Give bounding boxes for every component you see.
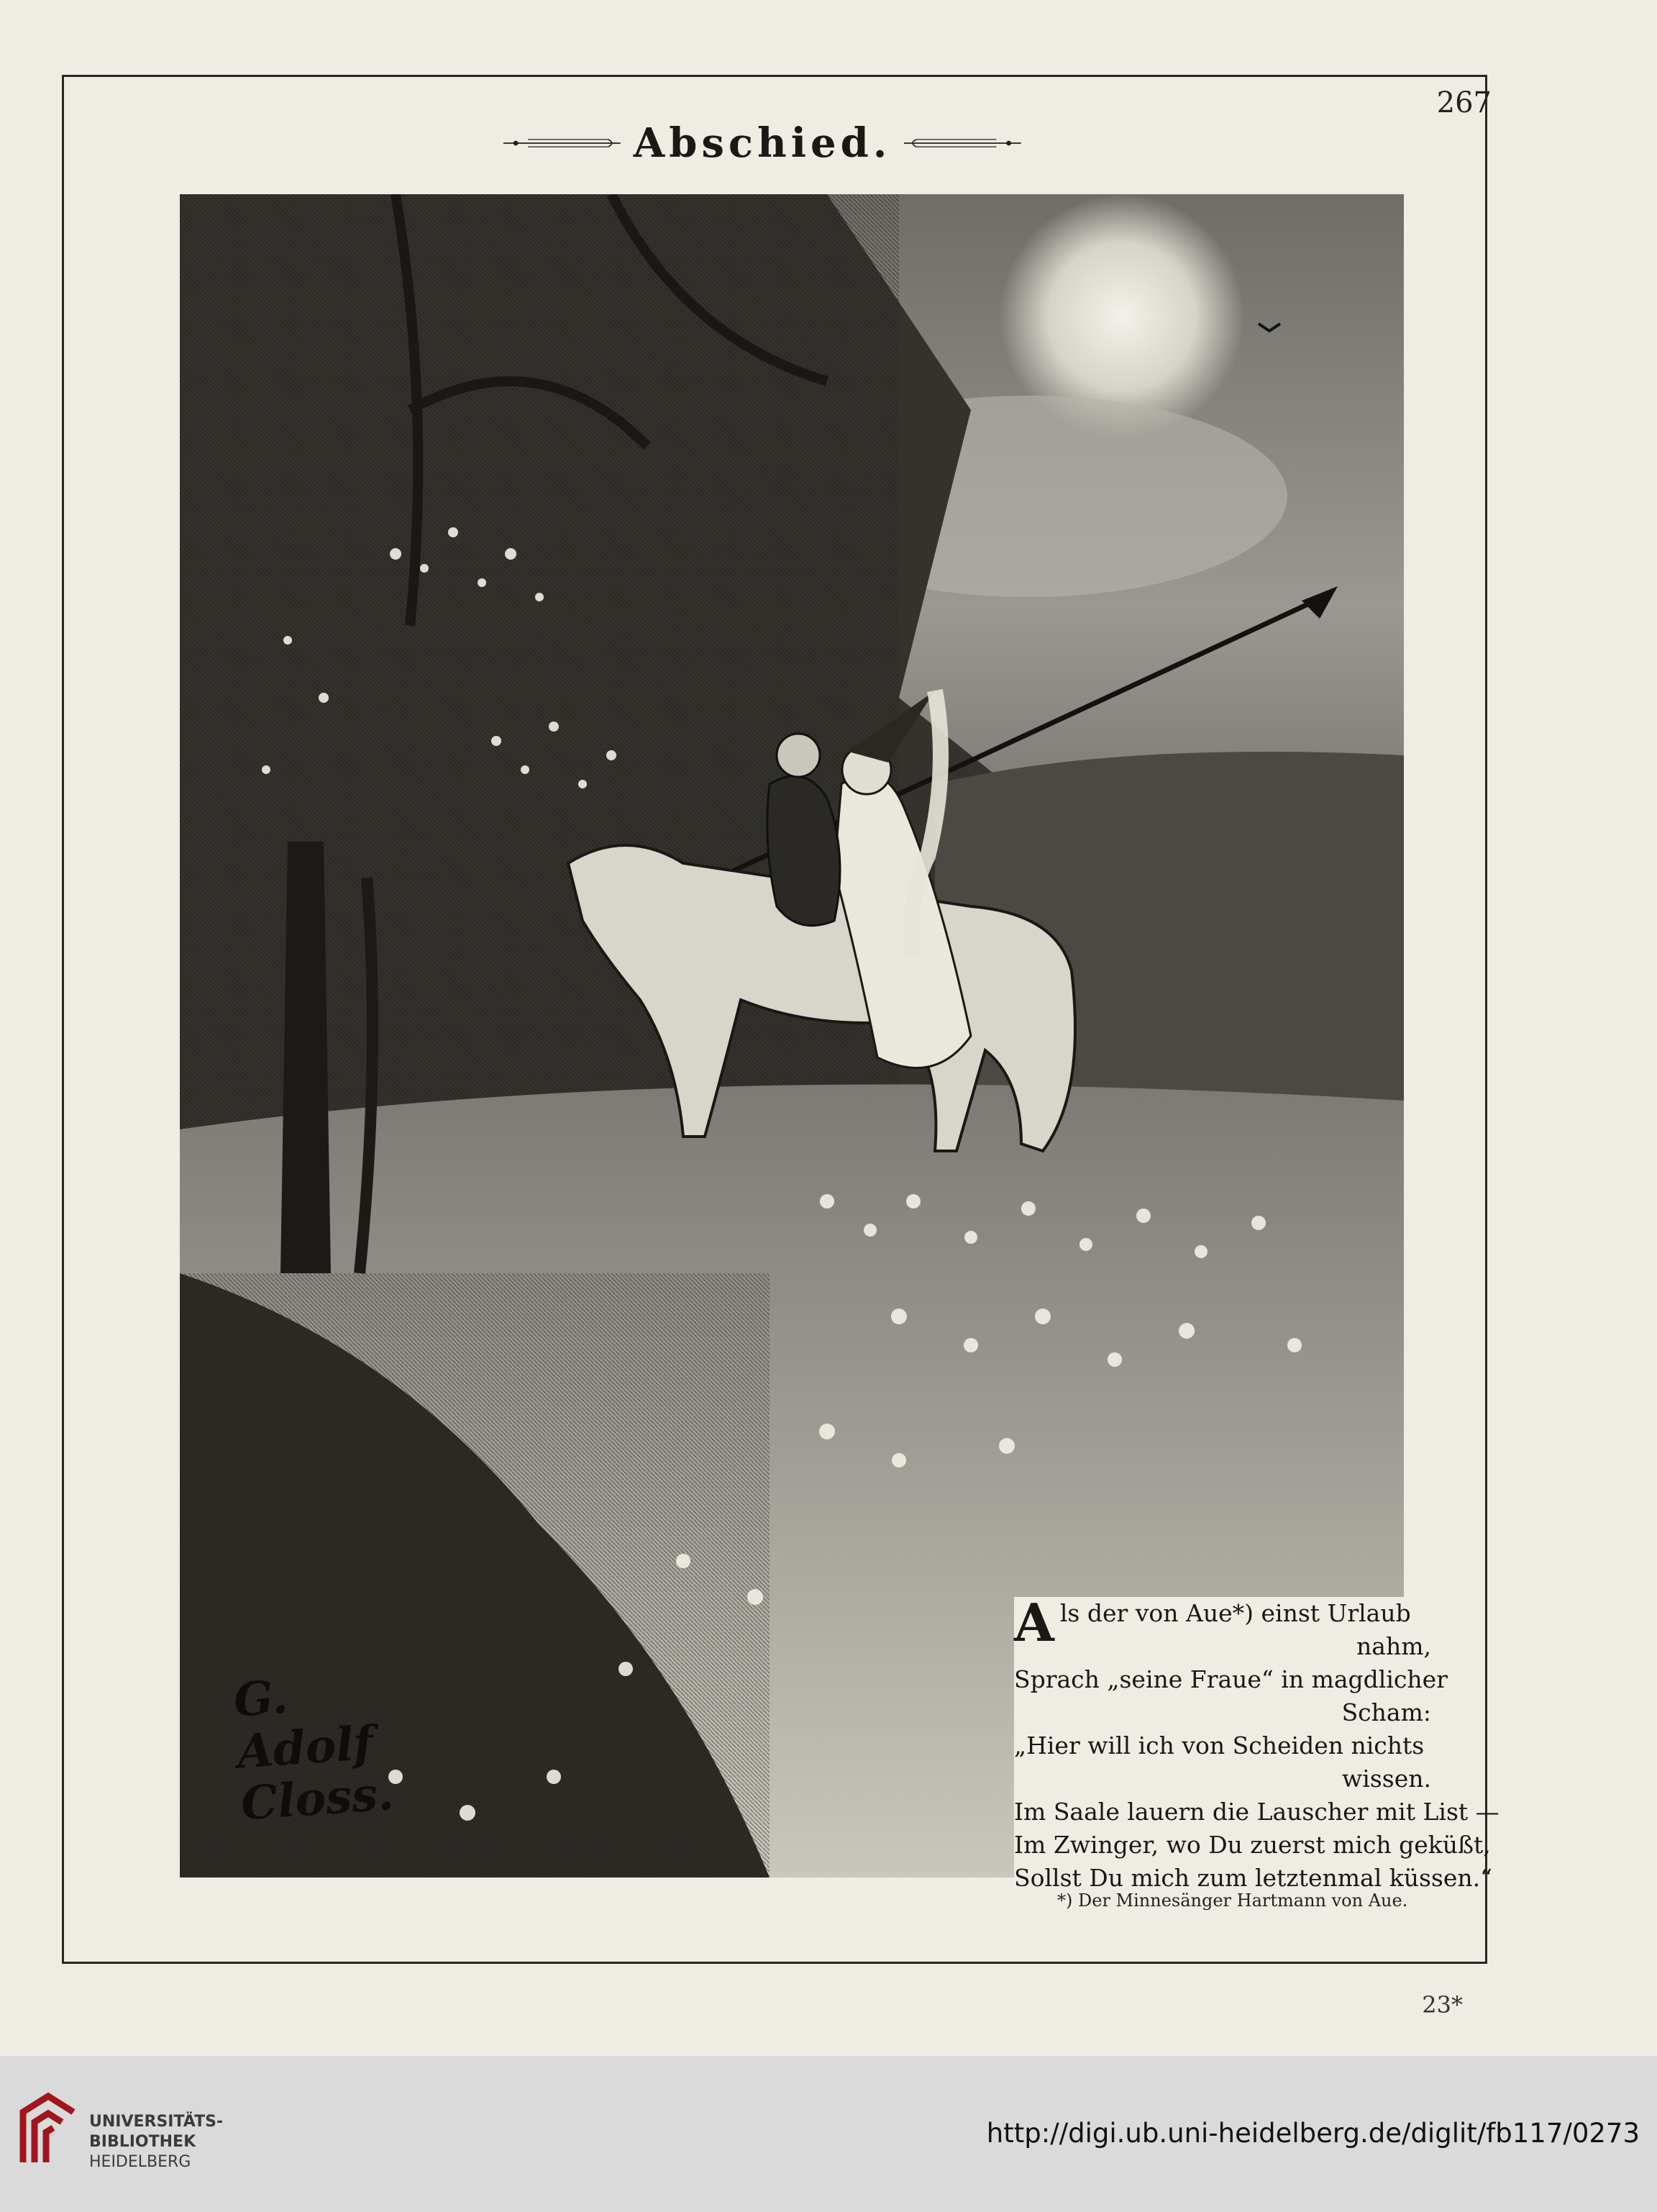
library-name[interactable] [89,2112,223,2172]
poem-line: wissen. [1342,1765,1431,1793]
poem-initial: A [1014,1592,1054,1653]
poem-block [1014,1592,1499,1895]
permalink-url[interactable]: http://digi.ub.uni-heidelberg.de/diglit/fb117/0273 [986,2118,1640,2149]
poem-line: Im Saale lauern die Lauscher mit List — [1014,1798,1499,1826]
poem-line: Sollst Du mich zum letztenmal küssen.“ [1014,1864,1493,1892]
signature-line-2: Adolf [235,1716,375,1780]
left-ornament-icon [503,132,621,154]
footer-bar [0,2056,1657,2212]
poem-line: Scham: [1341,1698,1431,1726]
poem-line: nahm, [1356,1632,1431,1660]
library-name-line-1: UNIVERSITÄTS- [89,2113,224,2131]
page-number: 267 [1436,86,1492,119]
poem-line: ls der von Aue*) einst Urlaub [1059,1599,1411,1627]
poem-line: Sprach „seine Fraue“ in magdlicher [1014,1665,1448,1693]
page-title: Abschied. [633,119,892,167]
library-logo-icon [16,2090,81,2170]
signature-line-3: Closs. [239,1766,396,1831]
signature-line-1: G. [232,1670,290,1728]
signature-mark: 23* [1422,1991,1463,2018]
title-row [503,118,1021,168]
footnote: *) Der Minnesänger Hartmann von Aue. [1057,1890,1408,1911]
library-name-line-3: HEIDELBERG [89,2153,191,2171]
artist-signature [232,1663,422,1831]
right-ornament-icon [904,132,1021,154]
poem-line: Im Zwinger, wo Du zuerst mich geküßt, [1014,1831,1491,1859]
poem-line: „Hier will ich von Scheiden nichts [1014,1731,1425,1760]
library-name-line-2: BIBLIOTHEK [89,2133,196,2151]
